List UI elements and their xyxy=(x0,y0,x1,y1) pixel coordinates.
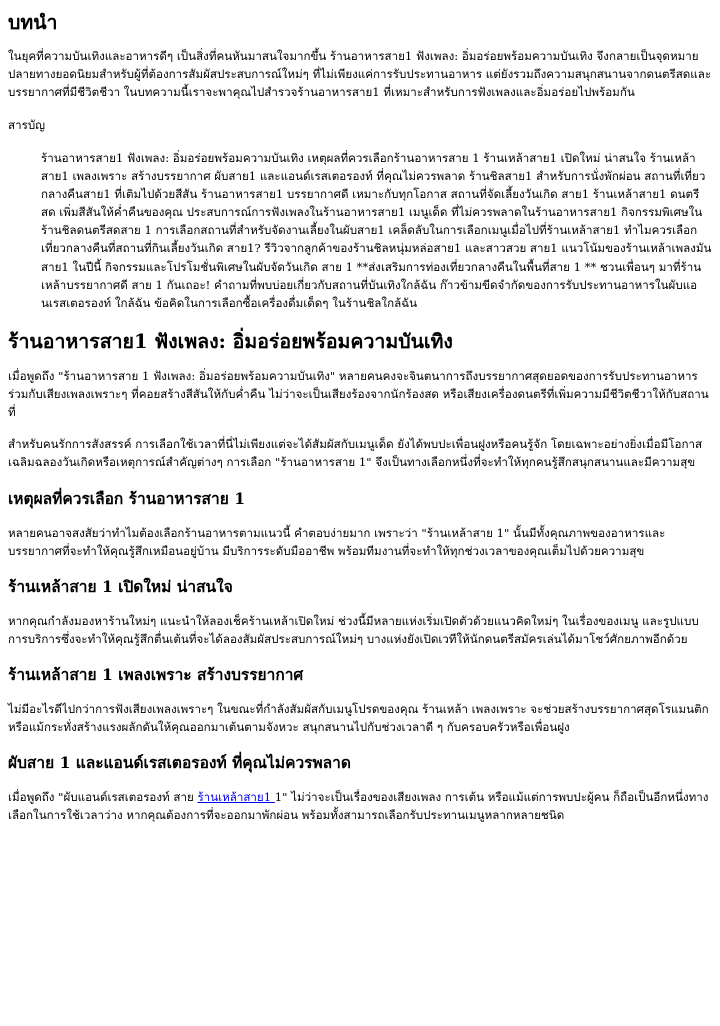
paragraph-text-before-link: เมื่อพูดถึง "ผับแอนด์เรสเตอรองท์ สาย xyxy=(8,789,198,804)
toc-text: ร้านอาหารสาย1 ฟังเพลง: อิ่มอร่อยพร้อมความบันเทิง เหตุผลที่ควรเลือกร้านอาหารสาย 1 ร้านเหล้าสาย1 เปิดใหม่ น่าสนใจ ร้านเหล้าสาย1 เพลงเพราะ สร้างบรรยากาศ ผับสาย1 และแอนด์เรสเตอรองท์ ที่คุณไม่ควรพลาด ร้านชิลสาย1 สำหรับการนั่งพักผ่อน สถานที่เที่ยวกลางคืนสาย1 ที่เติมไปด้วยสีสัน ร้านอาหารสาย1 บรรยากาศดี เหมาะกับทุกโอกาส สถานที่จัดเลี้ยงวันเกิด สาย1 ร้านเหล้าสาย1 ดนตรีสด เพิ่มสีสันให้ค่ำคืนของคุณ ประสบการณ์การฟังเพลงในร้านอาหารสาย1 เมนูเด็ด ที่ไม่ควรพลาดในร้านอาหารสาย1 กิจกรรมพิเศษในร้านชิลดนตรีสดสาย 1 การเลือกสถานที่สำหรับจัดงานเลี้ยงในผับสาย1 เคล็ดลับในการเลือกเมนูเมื่อไปที่ร้านเหล้าสาย1 ทำไมควรเลือกเที่ยวกลางคืนที่สถานที่กินเลี้ยงวันเกิด สาย1? รีวิวจากลูกค้าของร้านชิลหนุ่มหล่อสาย1 และสาวสวย สาย1 แนวโน้มของร้านเหล้าเพลงมันสาย1 ในปีนี้ กิจกรรมและโปรโมชั่นพิเศษในผับจัดวันเกิด สาย 1 **ส่งเสริมการท่องเที่ยวกลางคืนในพื้นที่สาย 1 ** ชวนเพื่อนๆ มาที่ร้านเหล้าบรรยากาศดี สาย 1 กันเถอะ! คำถามที่พบบ่อยเกี่ยวกับสถานที่บันเทิงใกล้ฉัน ก๊าวข้ามขีดจำกัดของการรับประทานอาหารในผับแอนเรสเตอรองท์ ใกล้ฉัน ข้อคิดในการเลือกซื้อเครื่องดื่มเด็ดๆ ในร้านชิลใกล้ฉัน xyxy=(41,151,712,310)
section-paragraph: หลายคนอาจสงสัยว่าทำไมต้องเลือกร้านอาหารตามแนวนี้ คำตอบง่ายมาก เพราะว่า "ร้านเหล้าสาย 1" นั้นมีทั้งคุณภาพของอาหารและบรรยากาศที่จะทำให้คุณรู้สึกเหมือนอยู่บ้าน มีบริการระดับมืออาชีพ พร้อมทีมงานที่จะทำให้ทุกช่วงเวลาของคุณเต็มไปด้วยความสุข xyxy=(8,525,666,558)
paragraph-text-after-link: 1" ไม่ว่าจะเป็นเรื่องของเสียงเพลง การเต้น หรือแม้แต่การพบปะผู้คน ก็ถือเป็นอีกหนึ่งทางเลือกในการใช้เวลาว่าง หากคุณต้องการที่จะออกมาพักผ่อน พร้อมทั้งสามารถเลือกรับประทานเมนูหลากหลายชนิด xyxy=(8,789,709,822)
toc-label: สารบัญ xyxy=(8,118,46,132)
table-of-contents xyxy=(8,149,712,312)
section-main-paragraph-1: เมื่อพูดถึง "ร้านอาหารสาย 1 ฟังเพลง: อิ่มอร่อยพร้อมความบันเทิง" หลายคนคงจะจินตนาการถึงบรรยากาศสุดยอดของการรับประทานอาหารร่วมกับเสียงเพลงเพราะๆ ที่คอยสร้างสีสันให้กับค่ำคืน ไม่ว่าจะเป็นเสียงร้องจากนักร้องสด หรือเสียงเครื่องดนตรีที่เพิ่มความมีชีวิตชีวาให้กับสถานที่ xyxy=(8,368,709,419)
intro-paragraph: ในยุคที่ความบันเทิงและอาหารดีๆ เป็นสิ่งที่คนหันมาสนใจมากขึ้น ร้านอาหารสาย1 ฟังเพลง: อิ่มอร่อยพร้อมความบันเทิง จึงกลายเป็นจุดหมายปลายทางยอดนิยมสำหรับผู้ที่ต้องการสัมผัสประสบการณ์ใหม่ๆ ที่ไม่เพียงแค่การรับประทานอาหาร แต่ยังรวมถึงความสนุกสนานจากดนตรีสดและบรรยากาศที่มีชีวิตชีวา ในบทความนี้เราจะพาคุณไปสำรวจร้านอาหารสาย1 ที่เหมาะสำหรับการฟังเพลงและอิ่มอร่อยไปพร้อมกัน xyxy=(8,49,712,99)
section-main-paragraph-2: สำหรับคนรักการสังสรรค์ การเลือกใช้เวลาที่นี่ไม่เพียงแต่จะได้สัมผัสกับเมนูเด็ด ยังได้พบปะเพื่อนฝูงหรือคนรู้จัก โดยเฉพาะอย่างยิ่งเมื่อมีโอกาสเฉลิมฉลองวันเกิดหรือเหตุการณ์สำคัญต่างๆ การเลือก "ร้านอาหารสาย 1" จึงเป็นทางเลือกหนึ่งที่จะทำให้ทุกคนรู้สึกสนุกสนานและมีความสุข xyxy=(8,436,703,469)
section-heading: ร้านเหล้าสาย 1 เพลงเพราะ สร้างบรรยากาศ xyxy=(8,664,304,684)
section-last-heading: ผับสาย 1 และแอนด์เรสเตอรองท์ ที่คุณไม่ควรพลาด xyxy=(8,752,351,772)
section-paragraph: หากคุณกำลังมองหาร้านใหม่ๆ แนะนำให้ลองเช็คร้านเหล้าเปิดใหม่ ช่วงนี้มีหลายแห่งเริ่มเปิดตัวด้วยแนวคิดใหม่ๆ ในเรื่องของเมนู และรูปแบบการบริการซึ่งจะทำให้คุณรู้สึกตื่นเต้นที่จะได้ลองสัมผัสประสบการณ์ใหม่ๆ บางแห่งยังเปิดเวทีให้นักดนตรีสมัครเล่นได้มาโชว์ศักยภาพอีกด้วย xyxy=(8,613,699,646)
section-main-heading: ร้านอาหารสาย1 ฟังเพลง: อิ่มอร่อยพร้อมความบันเทิง xyxy=(8,329,453,353)
section-heading: ร้านเหล้าสาย 1 เปิดใหม่ น่าสนใจ xyxy=(8,576,233,596)
section-last-paragraph xyxy=(8,788,712,824)
section-heading: เหตุผลที่ควรเลือก ร้านอาหารสาย 1 xyxy=(8,488,245,508)
bar-link[interactable]: ร้านเหล้าสาย1 xyxy=(197,789,275,804)
section-paragraph: ไม่มีอะไรดีไปกว่าการฟังเสียงเพลงเพราะๆ ในขณะที่กำลังสัมผัสกับเมนูโปรดของคุณ ร้านเหล้า เพลงเพราะ จะช่วยสร้างบรรยากาศสุดโรแมนติก หรือแม้กระทั่งสร้างแรงผลักดันให้คุณออกมาเต้นตามจังหวะ สนุกสนานไปกับช่วงเวลาดี ๆ กับครอบครัวหรือเพื่อนฝูง xyxy=(8,701,709,734)
page-title: บทนำ xyxy=(8,11,58,34)
article xyxy=(0,9,720,824)
